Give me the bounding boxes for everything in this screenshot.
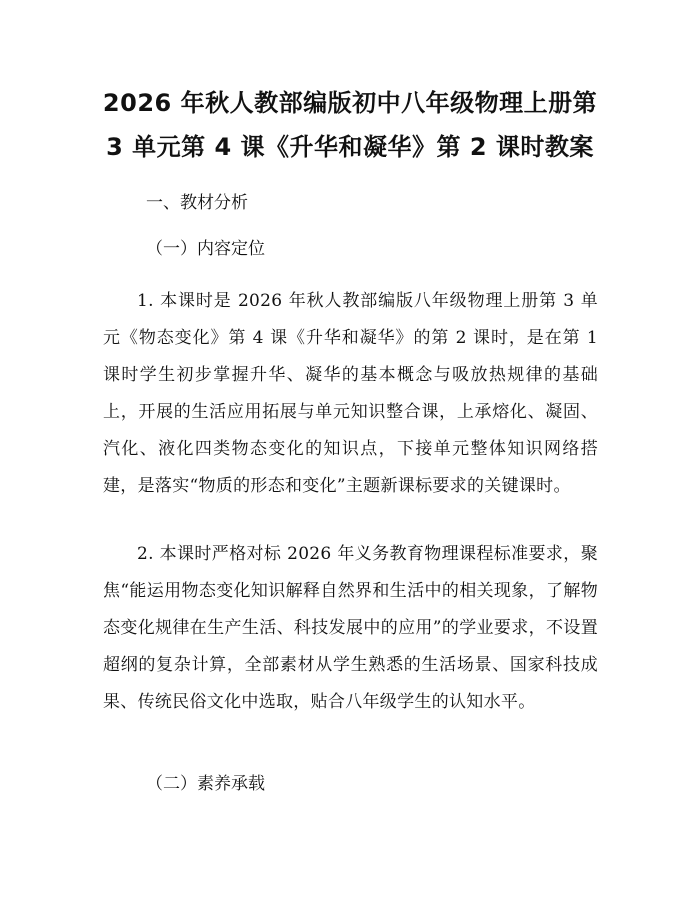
document-title-line-2: 3 单元第 4 课《升华和凝华》第 2 课时教案 (106, 133, 594, 161)
subsection-heading-literacy: （二）素养承载 (146, 774, 265, 794)
subsection-heading-content-positioning: （一）内容定位 (146, 239, 265, 259)
paragraph-1: 1. 本课时是 2026 年秋人教部编版八年级物理上册第 3 单元《物态变化》第 4 课《升华和凝华》的第 2 课时，是在第 1 课时学生初步掌握升华、凝华的基本概念与吸放热规律的基础上，开展的生活应用拓展与单元知识整合课，上承熔化、凝固、汽化、液化四类物态变化的知识点，下接单元整体知识网络搭建，是落实“物质的形态和变化”主题新课标要求的关键课时。 (103, 291, 598, 496)
section-heading-textbook-analysis: 一、教材分析 (146, 193, 248, 213)
document-title-line-1: 2026 年秋人教部编版初中八年级物理上册第 (102, 89, 598, 117)
paragraph-2: 2. 本课时严格对标 2026 年义务教育物理课程标准要求，聚焦“能运用物态变化知识解释自然界和生活中的相关现象，了解物态变化规律在生产生活、科技发展中的应用”的学业要求，不设置超纲的复杂计算，全部素材从学生熟悉的生活场景、国家科技成果、传统民俗文化中选取，贴合八年级学生的认知水平。 (103, 544, 598, 712)
